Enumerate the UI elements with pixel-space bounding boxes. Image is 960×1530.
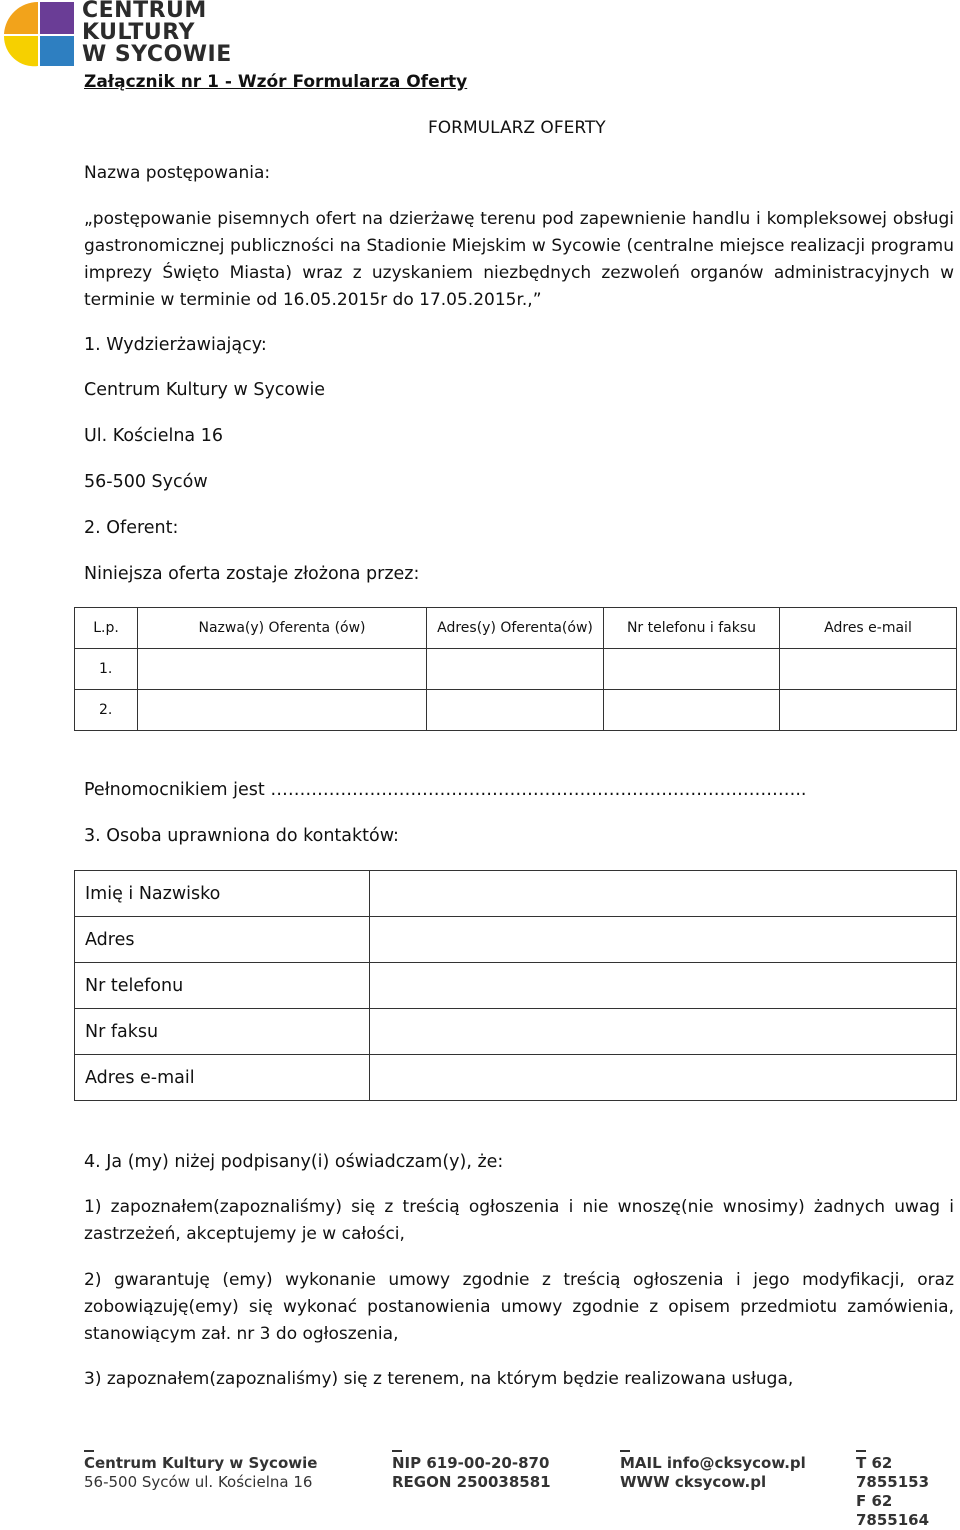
contact-table xyxy=(74,870,957,1101)
footer-tel: T 62 7855153 xyxy=(856,1454,930,1491)
table-row xyxy=(75,649,957,690)
col-name: Nazwa(y) Oferenta (ów) xyxy=(138,608,427,649)
lessor-name: Centrum Kultury w Sycowie xyxy=(84,380,326,400)
statement-1: 1) zapoznałem(zapoznaliśmy) się z treścią ogłoszenia i nie wnoszę(nie wnosimy) żadnych uwag i zastrzeżeń, akceptujemy je w całości, xyxy=(84,1197,954,1244)
field-value[interactable] xyxy=(370,871,957,917)
field-label: Imię i Nazwisko xyxy=(75,871,370,917)
footer-mail: MAIL info@cksycow.pl xyxy=(620,1454,806,1472)
table-header-row xyxy=(75,608,957,649)
email-cell[interactable] xyxy=(780,690,957,731)
field-label: Adres e-mail xyxy=(75,1055,370,1101)
logo-line-3: W SYCOWIE xyxy=(82,42,232,67)
footer-fax: F 62 7855164 xyxy=(856,1492,930,1529)
field-label: Nr faksu xyxy=(75,1009,370,1055)
footer-org xyxy=(84,1450,317,1492)
table-row xyxy=(75,917,957,963)
section-3-heading: 3. Osoba uprawniona do kontaktów: xyxy=(84,826,399,846)
field-value[interactable] xyxy=(370,917,957,963)
table-row xyxy=(75,963,957,1009)
field-label: Adres xyxy=(75,917,370,963)
footer-org-address: 56-500 Syców ul. Kościelna 16 xyxy=(84,1473,313,1491)
lessor-street: Ul. Kościelna 16 xyxy=(84,426,223,446)
statement-3: 3) zapoznałem(zapoznaliśmy) się z terenem, na którym będzie realizowana usługa, xyxy=(84,1369,794,1389)
name-cell[interactable] xyxy=(138,649,427,690)
email-cell[interactable] xyxy=(780,649,957,690)
attachment-heading: Załącznik nr 1 - Wzór Formularza Oferty xyxy=(84,72,468,92)
phone-cell[interactable] xyxy=(604,649,780,690)
lessor-city: 56-500 Syców xyxy=(84,472,208,492)
procedure-text: „postępowanie pisemnych ofert na dzierżawę terenu pod zapewnienie handlu i kompleksowej obsługi gastronomicznej publiczności na Stadionie Miejskim w Sycowie (centralne miejsce realizacji programu imprezy Święto Miasta) wraz z uzyskaniem niezbędnych zezwoleń organów administracyjnych w terminie w terminie od 16.05.2015r do 17.05.2015r.,” xyxy=(84,209,954,310)
field-value[interactable] xyxy=(370,1055,957,1101)
table-row xyxy=(75,871,957,917)
col-email: Adres e-mail xyxy=(780,608,957,649)
row-number: 1. xyxy=(75,649,138,690)
footer-www: WWW cksycow.pl xyxy=(620,1473,767,1491)
col-address: Adres(y) Oferenta(ów) xyxy=(427,608,604,649)
logo-text xyxy=(82,0,232,66)
section-4-heading: 4. Ja (my) niżej podpisany(i) oświadczam(y), że: xyxy=(84,1152,504,1172)
footer-org-name: Centrum Kultury w Sycowie xyxy=(84,1454,318,1472)
footer-web xyxy=(620,1450,806,1492)
proxy-line: Pełnomocnikiem jest ……………………………………………………………………………….. xyxy=(84,780,807,800)
col-phone: Nr telefonu i faksu xyxy=(604,608,780,649)
table-row xyxy=(75,1009,957,1055)
logo-mark-icon xyxy=(2,0,82,68)
address-cell[interactable] xyxy=(427,649,604,690)
address-cell[interactable] xyxy=(427,690,604,731)
table-row xyxy=(75,690,957,731)
offerent-table xyxy=(74,607,957,731)
table-row xyxy=(75,1055,957,1101)
footer-ids xyxy=(392,1450,551,1492)
field-label: Nr telefonu xyxy=(75,963,370,1009)
phone-cell[interactable] xyxy=(604,690,780,731)
name-cell[interactable] xyxy=(138,690,427,731)
statement-2: 2) gwarantuję (emy) wykonanie umowy zgodnie z treścią ogłoszenia i jego modyfikacji, oraz zobowiązuję(emy) się wykonać postanowienia umowy zgodnie z opisem przedmiotu zamówienia, stanowiącym zał. nr 3 do ogłoszenia, xyxy=(84,1270,954,1344)
procedure-label: Nazwa postępowania: xyxy=(84,163,271,183)
form-title: FORMULARZ OFERTY xyxy=(428,118,606,138)
offer-intro: Niniejsza oferta zostaje złożona przez: xyxy=(84,564,420,584)
section-2-heading: 2. Oferent: xyxy=(84,518,179,538)
field-value[interactable] xyxy=(370,1009,957,1055)
section-1-heading: 1. Wydzierżawiający: xyxy=(84,335,267,355)
col-lp: L.p. xyxy=(75,608,138,649)
footer-nip: NIP 619-00-20-870 xyxy=(392,1454,550,1472)
footer-regon: REGON 250038581 xyxy=(392,1473,551,1491)
logo-line-1: CENTRUM xyxy=(82,0,207,23)
logo-line-2: KULTURY xyxy=(82,20,195,45)
field-value[interactable] xyxy=(370,963,957,1009)
footer-phones xyxy=(856,1450,960,1530)
row-number: 2. xyxy=(75,690,138,731)
